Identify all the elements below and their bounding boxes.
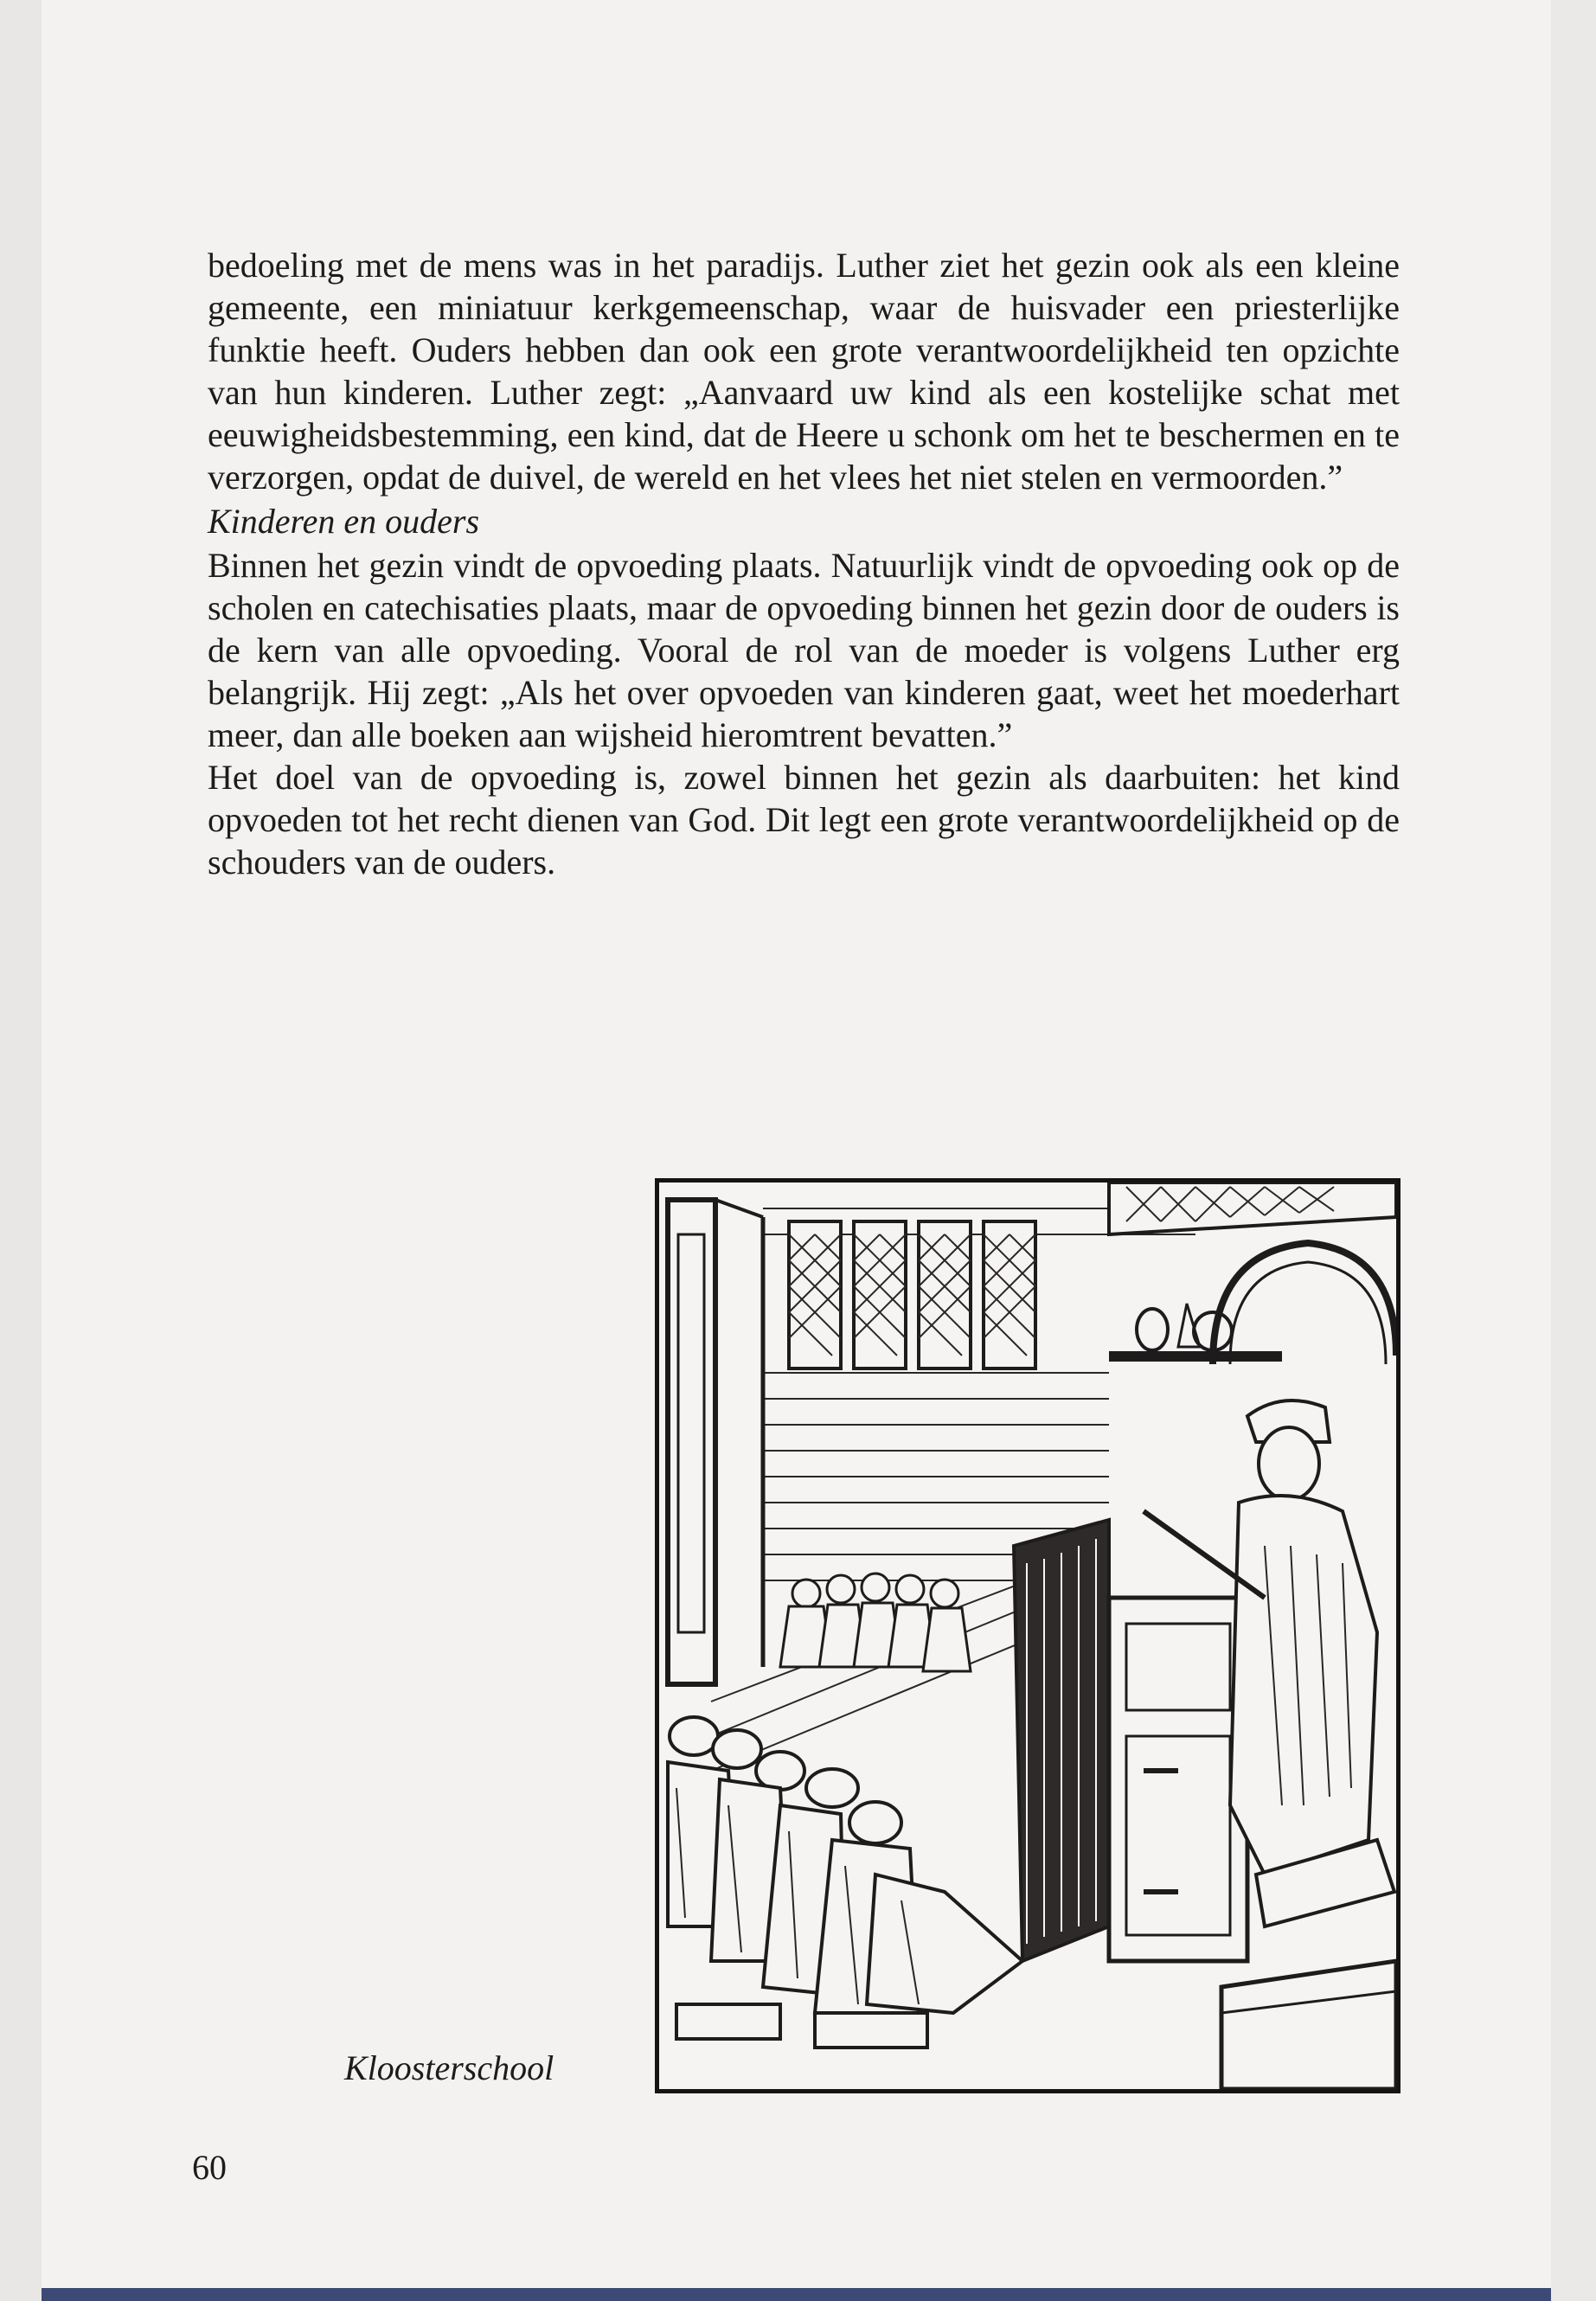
bottom-edge-bar [42,2288,1551,2301]
page-edge [1551,0,1596,2301]
paragraph-goal-of-upbringing: Het doel van de opvoeding is, zowel binnen het gezin als daarbuiten: het kind opvoeden tot het recht dienen van God. Dit legt een grote verantwoordelijkheid op de schouders van de ouders. [208,758,1400,881]
paragraph-luther-family: bedoeling met de mens was in het paradijs. Luther ziet het gezin ook als een kleine gemeente, een miniatuur kerkgemeenschap, waar de huisvader een priesterlijke funktie heeft. Ouders hebben dan ook een grote verantwoordelijkheid ten opzichte van hun kinderen. Luther zegt: „Aanvaard uw kind als een kostelijke schat met eeuwigheidsbestemming, een kind, dat de Heere u schonk om het te beschermen en te verzorgen, opdat de duivel, de wereld en het vlees het niet stelen en vermoorden.” [208,246,1400,497]
classroom-woodcut-icon [659,1183,1396,2089]
figure-caption: Kloosterschool [344,2048,554,2087]
section-heading-kinderen-en-ouders: Kinderen en ouders [208,502,480,541]
paragraph-upbringing: Binnen het gezin vindt de opvoeding plaats. Natuurlijk vindt de opvoeding ook op de scholen en catechisaties plaats, maar de opvoeding binnen het gezin door de ouders is de kern van alle opvoeding. Vooral de rol van de moeder is volgens Luther erg belangrijk. Hij zegt: „Als het over opvoeden van kinderen gaat, weet het moederhart meer, dan alle boeken aan wijsheid hieromtrent bevatten.” [208,546,1400,754]
woodcut-classroom-illustration [655,1178,1401,2093]
page-number: 60 [192,2148,227,2187]
body-text [208,244,1400,883]
